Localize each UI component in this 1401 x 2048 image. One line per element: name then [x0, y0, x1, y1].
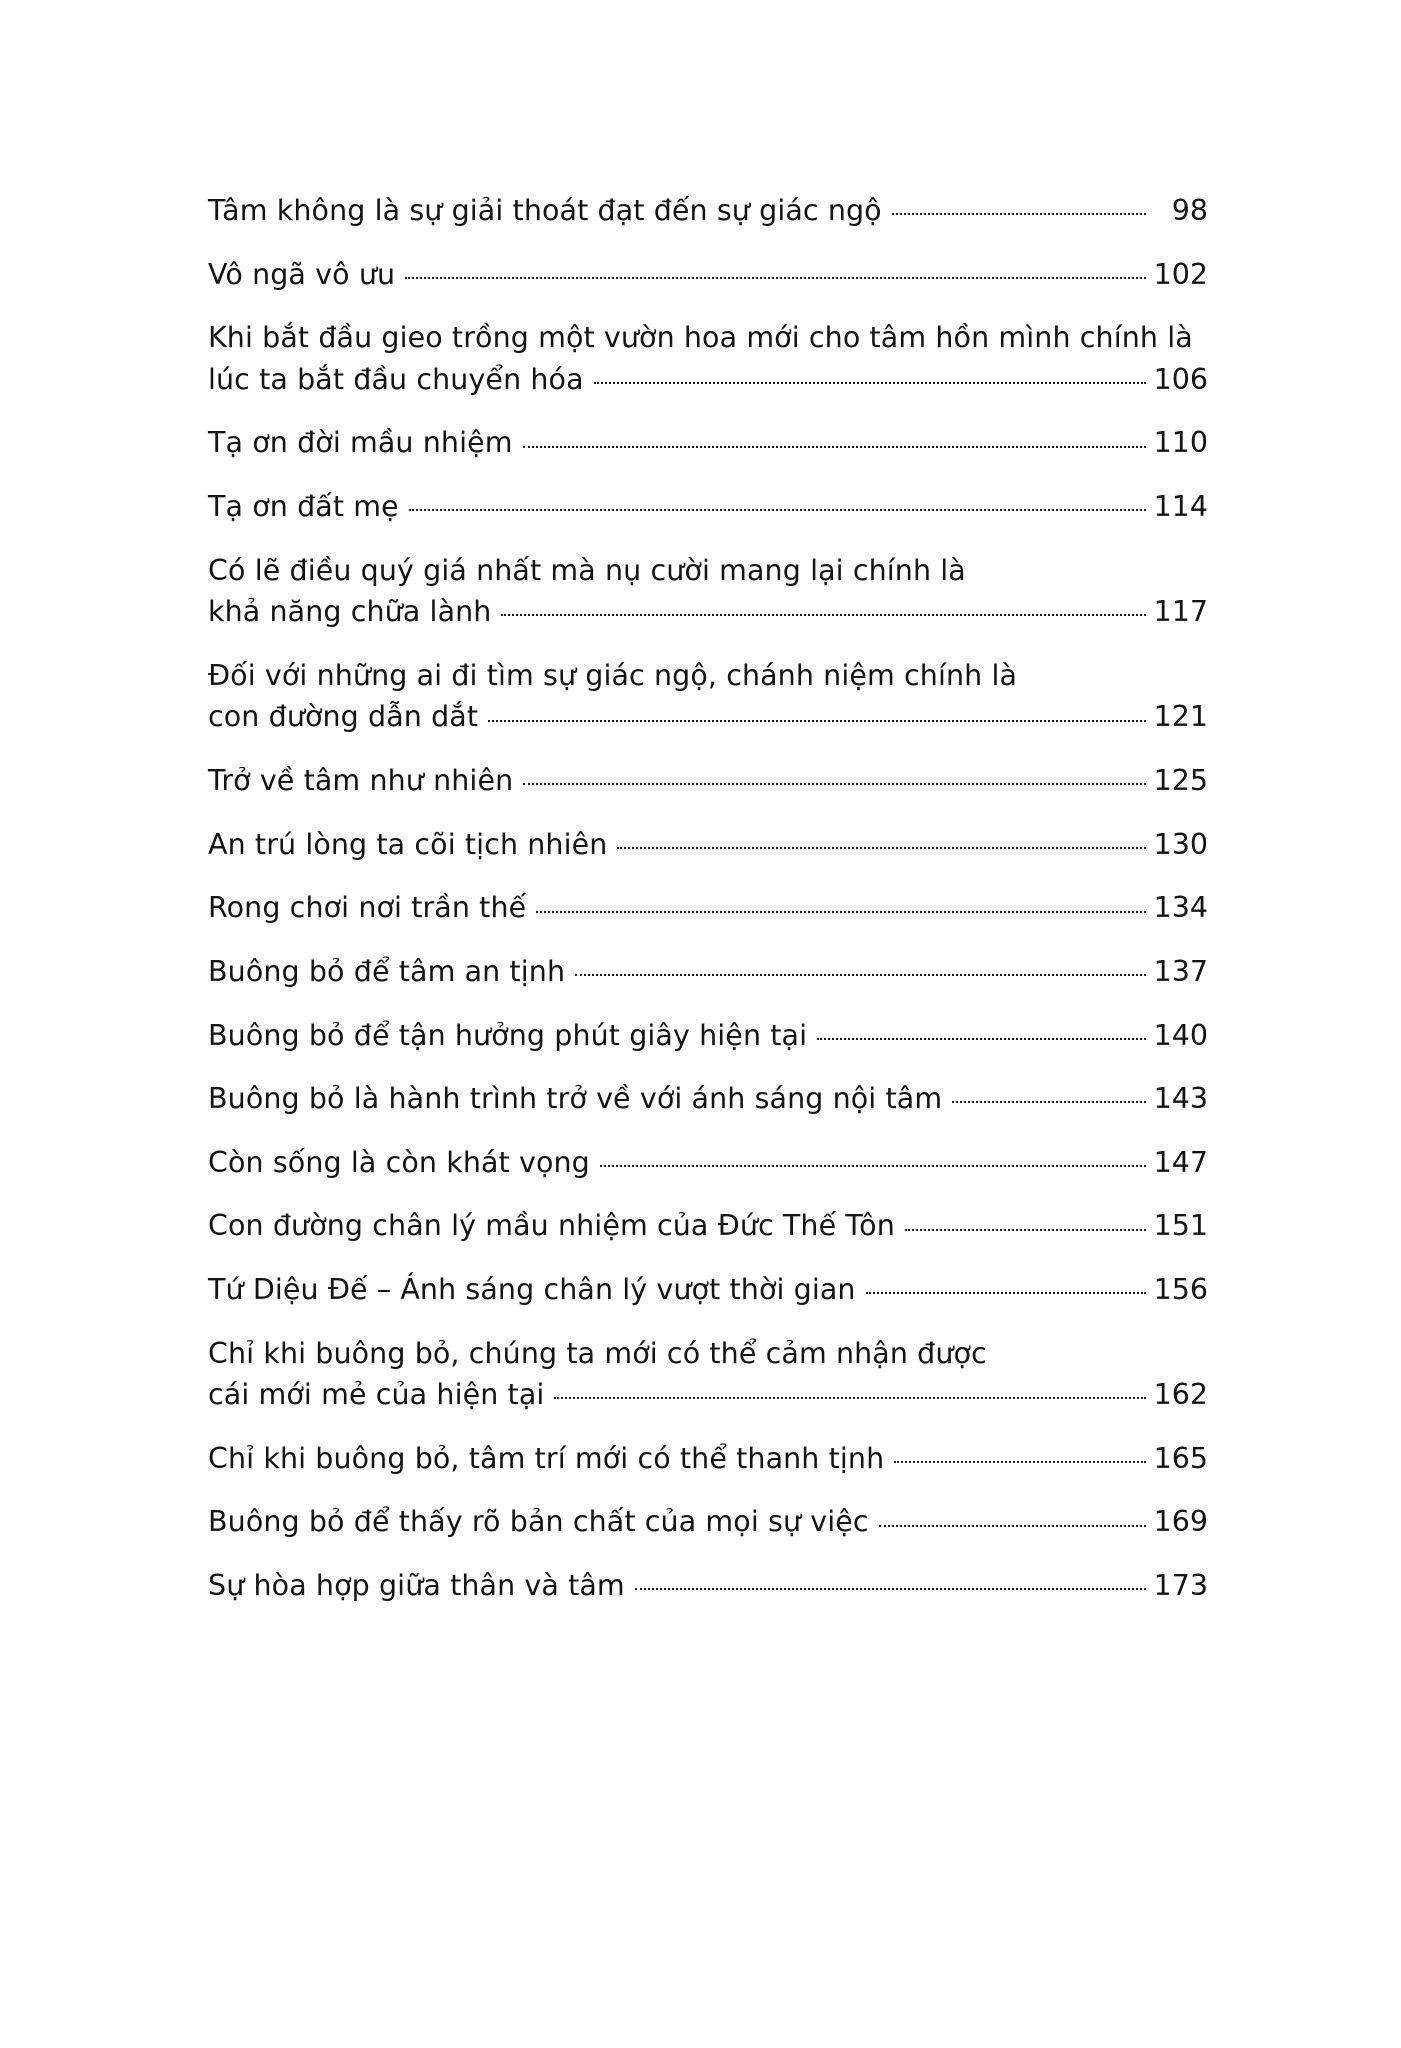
toc-page-number: 147: [1153, 1145, 1208, 1179]
toc-entry-title: Tâm không là sự giải thoát đạt đến sự giác ngộ: [208, 194, 882, 227]
toc-entry[interactable]: [208, 254, 1208, 296]
toc-entry[interactable]: [208, 1205, 1208, 1247]
toc-page-number: 173: [1153, 1569, 1208, 1603]
toc-leader-dots: [409, 500, 1146, 516]
toc-entry-title: lúc ta bắt đầu chuyển hóa: [208, 362, 584, 396]
toc-page-number: 162: [1153, 1378, 1208, 1412]
toc-entry-line-final: [208, 1142, 1208, 1184]
toc-entry[interactable]: [208, 1438, 1208, 1480]
toc-entry-line-final: [208, 1269, 1208, 1311]
toc-entry-title: Khi bắt đầu gieo trồng một vườn hoa mới cho tâm hồn mình chính là: [208, 321, 1193, 355]
toc-leader-dots: [405, 268, 1145, 284]
toc-entry-title: Chỉ khi buông bỏ, chúng ta mới có thể cảm nhận được: [208, 1336, 987, 1370]
toc-entry-title: Vô ngã vô ưu: [208, 257, 396, 291]
toc-entry-title: Sự hòa hợp giữa thân và tâm: [208, 1569, 625, 1603]
toc-page-number: 140: [1153, 1018, 1208, 1052]
toc-entry-title: cái mới mẻ của hiện tại: [208, 1378, 545, 1412]
toc-entry-line-final: [208, 254, 1208, 296]
toc-leader-dots: [575, 965, 1145, 981]
toc-entry-line-final: [208, 486, 1208, 528]
toc-entry[interactable]: [208, 1565, 1208, 1607]
toc-entry-title: khả năng chữa lành: [208, 595, 492, 629]
toc-entry-title: Có lẽ điều quý giá nhất mà nụ cười mang lại chính là: [208, 553, 966, 587]
toc-entry-title: Đối với những ai đi tìm sự giác ngộ, chánh niệm chính là: [208, 658, 1018, 692]
toc-entry-line-final: [208, 1374, 1208, 1416]
toc-entry[interactable]: [208, 655, 1208, 738]
toc-entry-line-final: [208, 824, 1208, 866]
toc-page-number: 102: [1153, 257, 1208, 291]
toc-leader-dots: [536, 901, 1145, 917]
toc-entry-line: [208, 1333, 1208, 1375]
toc-page-number: 134: [1153, 891, 1208, 925]
toc-entry-line-final: [208, 1438, 1208, 1480]
toc-entry[interactable]: [208, 1333, 1208, 1416]
toc-page-number: 114: [1153, 490, 1208, 524]
toc-entry[interactable]: [208, 951, 1208, 993]
toc-entry-title: Chỉ khi buông bỏ, tâm trí mới có thể thanh tịnh: [208, 1441, 885, 1475]
toc-entry-line-final: [208, 422, 1208, 464]
toc-page-number: 156: [1153, 1272, 1208, 1306]
toc-entry-title: Còn sống là còn khát vọng: [208, 1145, 590, 1179]
toc-entry[interactable]: [208, 1501, 1208, 1543]
toc-page-number: 165: [1153, 1441, 1208, 1475]
toc-entry-line-final: [208, 1205, 1208, 1247]
toc-entry-line-final: [208, 1015, 1208, 1057]
toc-entry-line: [208, 655, 1208, 697]
toc-page-number: 169: [1153, 1505, 1208, 1539]
toc-leader-dots: [905, 1219, 1146, 1235]
toc-page-number: 125: [1153, 764, 1208, 798]
toc-entry-line: [208, 317, 1208, 359]
table-of-contents: [208, 190, 1208, 1629]
toc-leader-dots: [892, 204, 1146, 220]
toc-page-number: 137: [1153, 954, 1208, 988]
toc-entry[interactable]: [208, 1269, 1208, 1311]
toc-entry-title: Tạ ơn đất mẹ: [208, 490, 399, 524]
toc-entry-line-final: [208, 1565, 1208, 1607]
toc-entry[interactable]: [208, 317, 1208, 400]
toc-entry[interactable]: [208, 824, 1208, 866]
toc-entry[interactable]: [208, 1142, 1208, 1184]
toc-leader-dots: [635, 1579, 1146, 1595]
toc-entry-title: Buông bỏ để tâm an tịnh: [208, 954, 566, 988]
toc-entry-line-final: [208, 696, 1208, 738]
toc-entry[interactable]: [208, 1015, 1208, 1057]
toc-leader-dots: [952, 1092, 1145, 1108]
toc-entry-line-final: [208, 951, 1208, 993]
toc-entry[interactable]: [208, 422, 1208, 464]
toc-entry-line-final: [208, 359, 1208, 401]
toc-entry-title: Rong chơi nơi trần thế: [208, 891, 527, 925]
toc-page-number: 130: [1153, 827, 1208, 861]
toc-leader-dots: [879, 1515, 1146, 1531]
toc-entry-title: An trú lòng ta cõi tịch nhiên: [208, 827, 608, 861]
toc-leader-dots: [594, 373, 1146, 389]
toc-leader-dots: [600, 1156, 1146, 1172]
toc-entry-title: Tạ ơn đời mầu nhiệm: [208, 426, 513, 460]
toc-page-number: 143: [1153, 1082, 1208, 1116]
toc-page-number: 98: [1171, 194, 1208, 227]
toc-entry-title: Tứ Diệu Đế – Ánh sáng chân lý vượt thời gian: [208, 1272, 856, 1306]
toc-leader-dots: [554, 1388, 1145, 1404]
toc-page-number: 121: [1153, 700, 1208, 734]
toc-entry-line-final: [208, 887, 1208, 929]
toc-entry[interactable]: [208, 486, 1208, 528]
toc-entry[interactable]: [208, 550, 1208, 633]
toc-page-number: 106: [1153, 362, 1208, 396]
toc-leader-dots: [894, 1452, 1145, 1468]
toc-entry-title: Buông bỏ để thấy rõ bản chất của mọi sự việc: [208, 1505, 869, 1539]
toc-entry-title: Buông bỏ để tận hưởng phút giây hiện tại: [208, 1018, 808, 1052]
toc-leader-dots: [523, 774, 1145, 790]
toc-page-number: 151: [1153, 1209, 1208, 1243]
toc-leader-dots: [488, 710, 1145, 726]
toc-entry-title: Con đường chân lý mầu nhiệm của Đức Thế Tôn: [208, 1209, 895, 1243]
toc-leader-dots: [617, 838, 1145, 854]
toc-entry[interactable]: [208, 190, 1208, 232]
toc-entry-line-final: [208, 1078, 1208, 1120]
toc-page-number: 110: [1153, 426, 1208, 460]
toc-entry[interactable]: [208, 760, 1208, 802]
toc-leader-dots: [523, 436, 1146, 452]
toc-entry-line: [208, 550, 1208, 592]
toc-entry-title: Buông bỏ là hành trình trở về với ánh sáng nội tâm: [208, 1082, 943, 1116]
toc-entry-title: con đường dẫn dắt: [208, 700, 479, 734]
toc-entry-line-final: [208, 190, 1208, 232]
toc-page-number: 117: [1153, 595, 1208, 629]
toc-entry[interactable]: [208, 1078, 1208, 1120]
toc-entry-line-final: [208, 591, 1208, 633]
toc-leader-dots: [866, 1283, 1146, 1299]
toc-leader-dots: [501, 605, 1145, 621]
toc-leader-dots: [817, 1029, 1145, 1045]
toc-entry-line-final: [208, 1501, 1208, 1543]
toc-entry-line-final: [208, 760, 1208, 802]
toc-entry-title: Trở về tâm như nhiên: [208, 764, 514, 798]
toc-entry[interactable]: [208, 887, 1208, 929]
